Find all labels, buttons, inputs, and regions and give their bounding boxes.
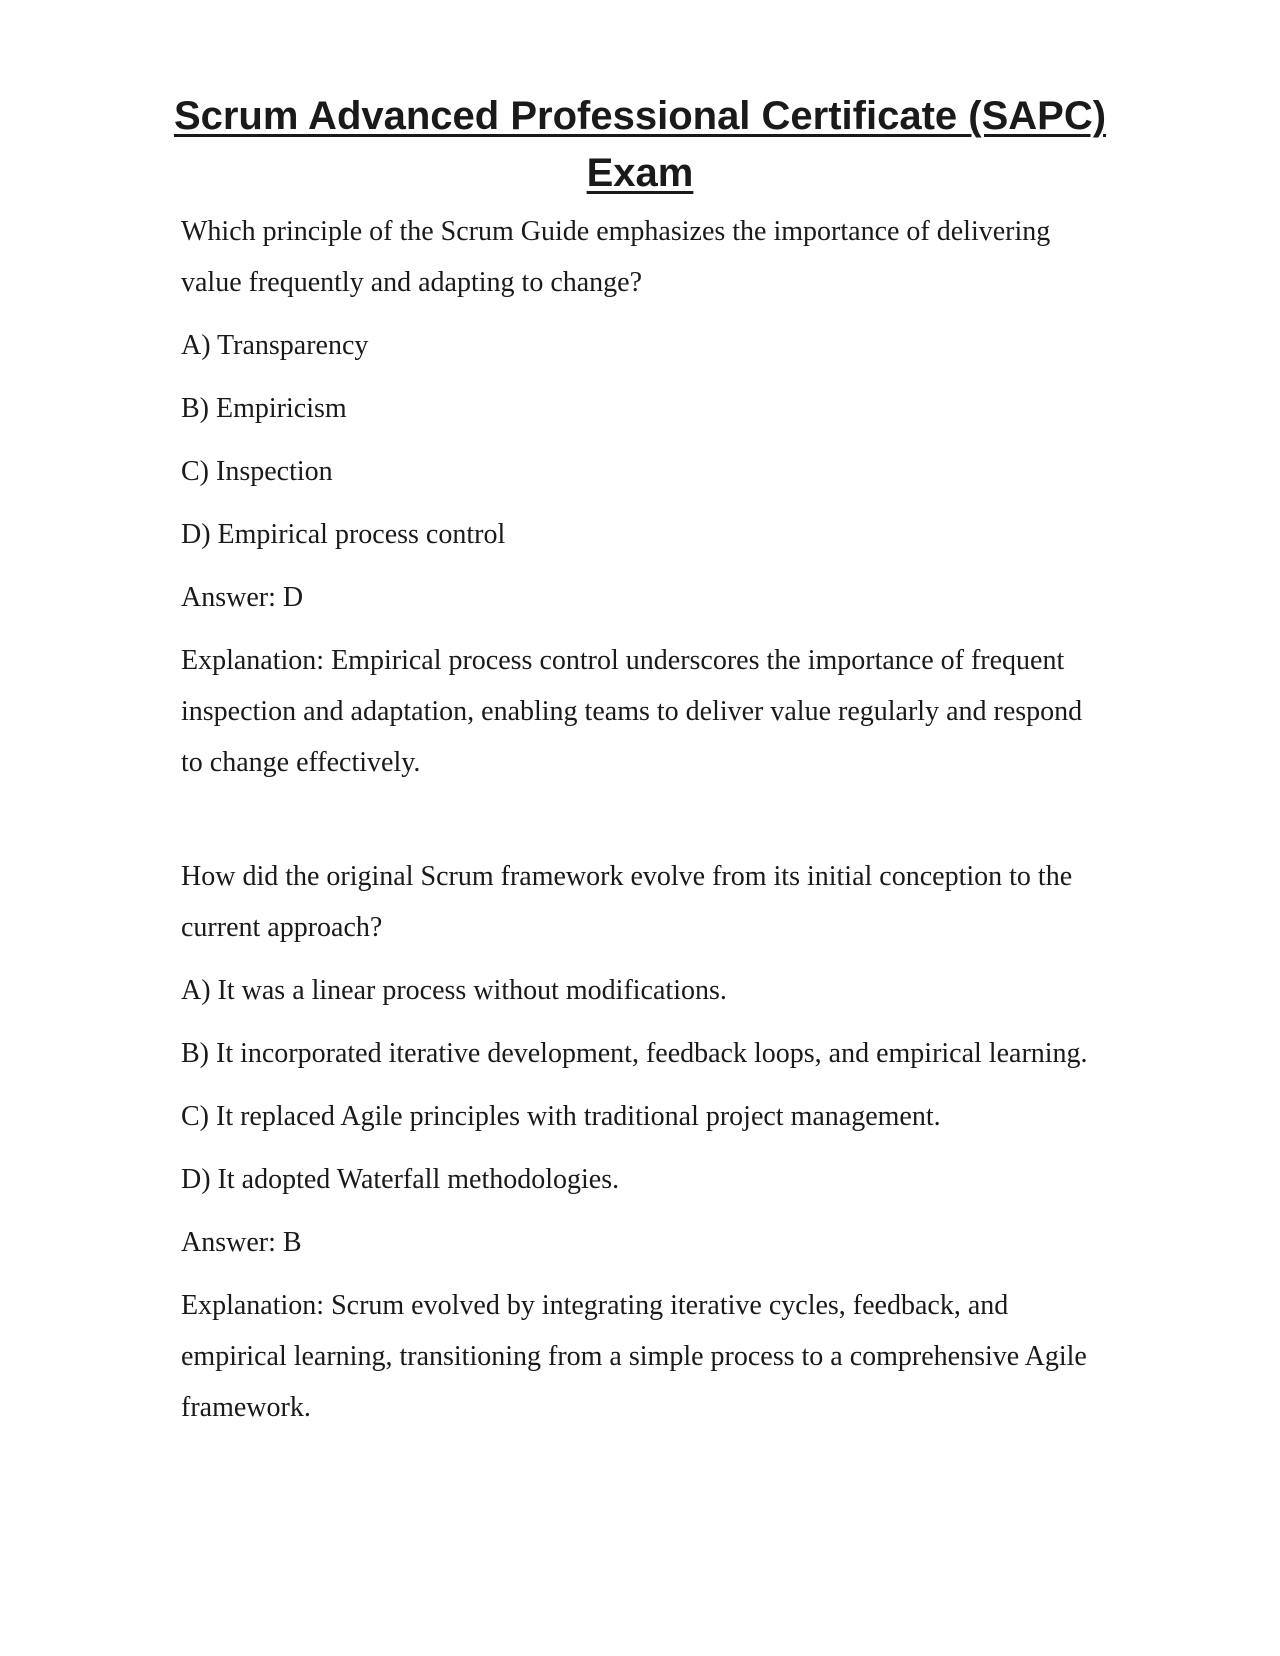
answer-key: Answer: D [181, 582, 304, 613]
question-stem: Which principle of the Scrum Guide emphasizes the importance of delivering value frequently and adapting to change? [181, 216, 1051, 298]
answer-option-a: A) Transparency [181, 330, 369, 361]
page-title [160, 88, 1120, 202]
answer-option-c: C) Inspection [181, 456, 333, 487]
answer-option-b: B) It incorporated iterative development, feedback loops, and empirical learning. [181, 1038, 1088, 1069]
answer-option-c: C) It replaced Agile principles with traditional project management. [181, 1101, 941, 1132]
title-line-1: Scrum Advanced Professional Certificate (SAPC) [173, 94, 1107, 138]
question-1 [181, 206, 1101, 788]
question-stem: How did the original Scrum framework evolve from its initial conception to the current approach? [181, 861, 1073, 943]
title-line-2: Exam [586, 151, 694, 195]
answer-option-d: D) It adopted Waterfall methodologies. [181, 1164, 620, 1195]
document-body [181, 206, 1101, 1433]
explanation: Explanation: Scrum evolved by integrating iterative cycles, feedback, and empirical learning, transitioning from a simple process to a comprehensive Agile framework. [181, 1290, 1087, 1423]
answer-option-d: D) Empirical process control [181, 519, 506, 550]
answer-option-a: A) It was a linear process without modifications. [181, 975, 727, 1006]
answer-option-b: B) Empiricism [181, 393, 347, 424]
question-2 [181, 851, 1101, 1433]
explanation: Explanation: Empirical process control underscores the importance of frequent inspection and adaptation, enabling teams to deliver value regularly and respond to change effectively. [181, 645, 1083, 778]
answer-key: Answer: B [181, 1227, 302, 1258]
